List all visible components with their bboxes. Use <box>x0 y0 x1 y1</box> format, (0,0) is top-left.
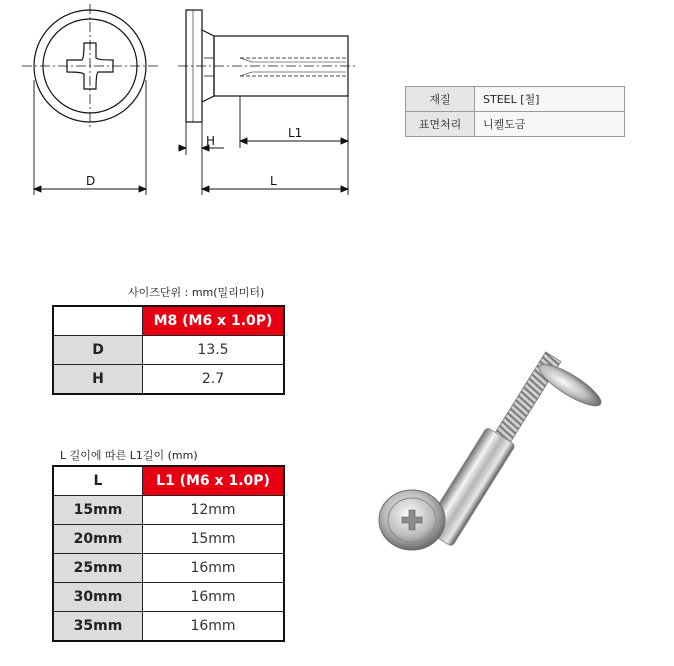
size-row-value: 13.5 <box>143 336 285 365</box>
length-row-value: 15mm <box>143 525 285 554</box>
dim-label-l: L <box>270 174 277 188</box>
dim-label-h: H <box>206 134 216 148</box>
length-header-left: L <box>53 466 143 496</box>
length-row-value: 16mm <box>143 554 285 583</box>
length-row-value: 12mm <box>143 496 285 525</box>
table-row <box>53 466 284 496</box>
table-row <box>53 612 284 642</box>
table-row <box>53 583 284 612</box>
size-row-label: H <box>53 365 143 395</box>
length-header-right: L1 (M6 x 1.0P) <box>143 466 285 496</box>
size-row-value: 2.7 <box>143 365 285 395</box>
length-row-label: 15mm <box>53 496 143 525</box>
size-row-label: D <box>53 336 143 365</box>
length-table-caption: L 길이에 따른 L1길이 (mm) <box>60 449 198 462</box>
side-view <box>178 10 358 122</box>
table-row <box>53 525 284 554</box>
dim-label-d: D <box>86 174 96 188</box>
material-table <box>405 86 625 137</box>
size-header-blank <box>53 306 143 336</box>
product-photo <box>370 340 620 580</box>
table-row <box>53 554 284 583</box>
length-row-label: 25mm <box>53 554 143 583</box>
table-row <box>53 365 284 395</box>
length-table <box>52 465 285 642</box>
table-row <box>53 336 284 365</box>
front-view <box>22 4 158 128</box>
table-row <box>406 87 625 112</box>
length-row-value: 16mm <box>143 612 285 642</box>
size-table-caption: 사이즈단위 : mm(밀리미터) <box>128 286 265 299</box>
table-row <box>53 306 284 336</box>
length-row-label: 20mm <box>53 525 143 554</box>
finish-key: 표면처리 <box>406 112 475 137</box>
finish-value: 니켈도금 <box>475 112 625 137</box>
length-row-label: 30mm <box>53 583 143 612</box>
length-row-label: 35mm <box>53 612 143 642</box>
table-row <box>406 112 625 137</box>
material-key: 재질 <box>406 87 475 112</box>
technical-drawing <box>0 0 360 200</box>
length-row-value: 16mm <box>143 583 285 612</box>
dim-label-l1: L1 <box>288 126 303 140</box>
material-value: STEEL [철] <box>475 87 625 112</box>
size-header: M8 (M6 x 1.0P) <box>143 306 285 336</box>
table-row <box>53 496 284 525</box>
size-table <box>52 305 285 395</box>
